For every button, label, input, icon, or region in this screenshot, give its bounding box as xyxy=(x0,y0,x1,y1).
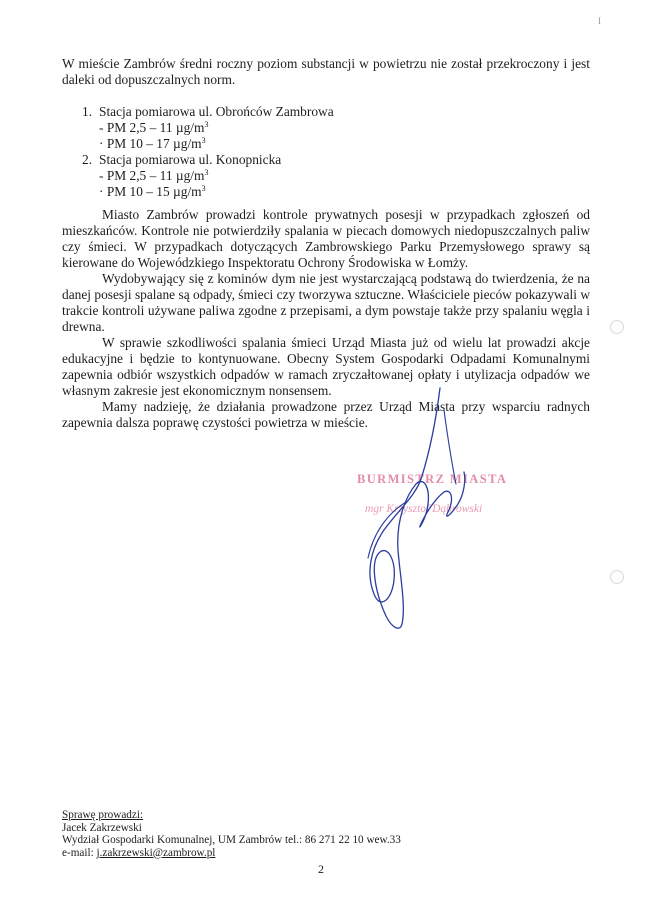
paragraph-private-inspections: Miasto Zambrów prowadzi kontrole prywatnych posesji w przypadkach zgłoszeń od mieszkańców. Kontrole nie potwierdziły spalania w piecach domowych niedopuszczalnych paliw czy śmieci. W przypadkach dotyczących Zambrowskiego Parku Przemysłowego sprawy są kierowane do Wojewódzkiego Inspektoratu Ochrony Środowiska w Łomży. xyxy=(62,207,590,270)
footer-email-link[interactable]: j.zakrzewski@zambrow.pl xyxy=(96,846,216,859)
paragraph-chimney-smoke: Wydobywający się z kominów dym nie jest wystarczającą podstawą do twierdzenia, że na danej posesji spalane są odpady, śmieci czy tworzywa sztuczne. Właściciele pieców pokazywali w trakcie kontroli używane paliwa zgodne z przepisami, a dym powstaje także przy spalaniu węgla i drewna. xyxy=(62,271,590,334)
footer-email-line xyxy=(62,847,401,860)
measurement-exponent: 3 xyxy=(204,168,209,177)
measurement-exponent: 3 xyxy=(201,184,206,193)
signature-stroke xyxy=(370,388,465,628)
measurement-line xyxy=(82,168,482,184)
measurement-value: PM 2,5 – 11 µg/m xyxy=(106,120,205,135)
signature-stroke xyxy=(444,410,456,484)
stamp-name: mgr Krzysztof Dąbrowski xyxy=(365,503,483,515)
footer-email-label: e-mail: xyxy=(62,846,97,859)
station-item xyxy=(82,104,482,120)
footer-contact xyxy=(62,809,401,859)
footer-department: Wydział Gospodarki Komunalnej, UM Zambrów tel.: 86 271 22 10 wew.33 xyxy=(62,834,401,847)
station-number: 2. xyxy=(82,152,93,167)
punch-hole xyxy=(610,320,624,334)
punch-hole xyxy=(610,570,624,584)
paragraph-closing: Mamy nadzieję, że działania prowadzone przez Urząd Miasta przy wsparciu radnych zapewnia dalsza poprawę czystości powietrza w mieście. xyxy=(62,399,590,430)
paragraph-education: W sprawie szkodliwości spalania śmieci Urząd Miasta już od wielu lat prowadzi akcje edukacyjne i będzie to kontynuowane. Obecny System Gospodarki Odpadami Komunalnymi zapewnia odbiór wszystkich odpadów w ramach zryczałtowanej opłaty i utylizacja odpadów we własnym zakresie jest ekonomicznym nonsensem. xyxy=(62,335,590,398)
handwritten-signature xyxy=(340,380,520,640)
intro-paragraph: W mieście Zambrów średni roczny poziom substancji w powietrzu nie został przekroczony i jest daleki od dopuszczalnych norm. xyxy=(62,56,590,87)
measurement-prefix: - xyxy=(99,120,107,135)
measurement-value: PM 10 – 15 µg/m xyxy=(106,184,202,199)
measurement-exponent: 3 xyxy=(201,136,206,145)
stations-list xyxy=(82,104,482,200)
measurement-value: PM 2,5 – 11 µg/m xyxy=(106,168,205,183)
measurement-prefix: · xyxy=(99,184,107,199)
station-item xyxy=(82,152,482,168)
footer-person: Jacek Zakrzewski xyxy=(62,821,142,834)
measurement-prefix: - xyxy=(99,168,107,183)
station-name: Stacja pomiarowa ul. Obrońców Zambrowa xyxy=(99,104,334,119)
stamp-title: BURMISTRZ MIASTA xyxy=(357,472,508,486)
measurement-line xyxy=(82,184,482,200)
measurement-line xyxy=(82,136,482,152)
page-number: 2 xyxy=(318,862,324,876)
corner-mark: I xyxy=(598,16,601,26)
station-name: Stacja pomiarowa ul. Konopnicka xyxy=(99,152,282,167)
measurement-line xyxy=(82,120,482,136)
station-number: 1. xyxy=(82,104,93,119)
measurement-value: PM 10 – 17 µg/m xyxy=(106,136,202,151)
measurement-exponent: 3 xyxy=(204,120,209,129)
footer-heading: Sprawę prowadzi: xyxy=(62,809,144,821)
measurement-prefix: · xyxy=(99,136,107,151)
